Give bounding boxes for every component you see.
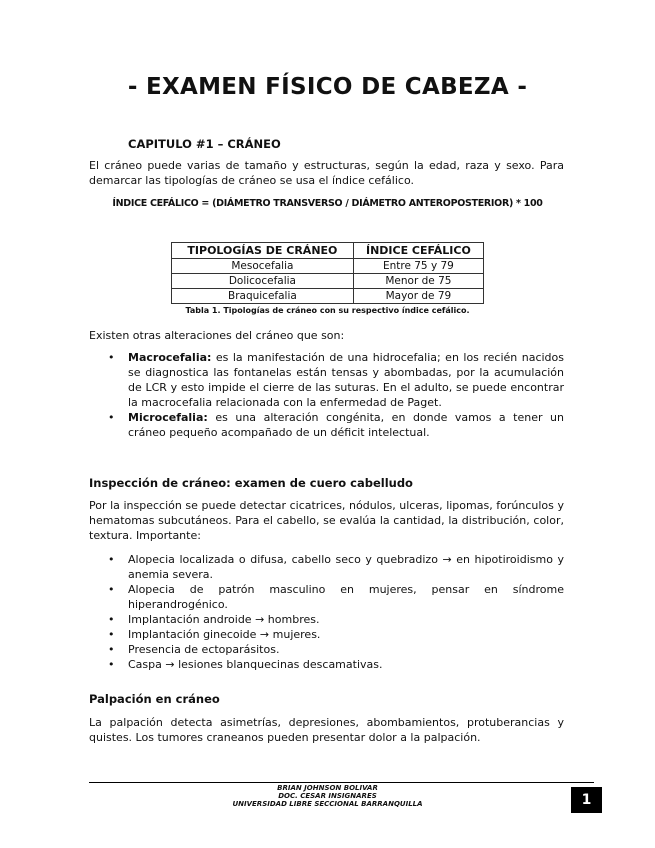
- table-row: [172, 274, 484, 289]
- list-item: [108, 642, 564, 657]
- table-cell: Mesocefalia: [172, 259, 354, 274]
- inspection-list: [108, 552, 564, 672]
- table-cell: Menor de 75: [353, 274, 483, 289]
- alterations-list: [108, 350, 564, 440]
- list-item-text: Caspa → lesiones blanquecinas descamativas.: [128, 658, 383, 671]
- list-item: [108, 410, 564, 440]
- page-title: - EXAMEN FÍSICO DE CABEZA -: [127, 74, 528, 100]
- list-item: [108, 552, 564, 582]
- list-item-text: Alopecia localizada o difusa, cabello seco y quebradizo → en hipotiroidismo y anemia severa.: [128, 553, 564, 581]
- alterations-intro: Existen otras alteraciones del cráneo que son:: [89, 329, 345, 342]
- list-item-text: Alopecia de patrón masculino en mujeres, pensar en síndrome hiperandrogénico.: [128, 583, 564, 611]
- list-item-text: Presencia de ectoparásitos.: [128, 643, 280, 656]
- table-row: [172, 259, 484, 274]
- list-item: [108, 612, 564, 627]
- bullet-icon: •: [108, 351, 115, 364]
- palpation-paragraph: La palpación detecta asimetrías, depresiones, abombamientos, protuberancias y quistes. Los tumores craneanos pueden presentar dolor a la palpación.: [89, 716, 564, 744]
- bullet-icon: •: [108, 583, 115, 596]
- table-header-cell: ÍNDICE CEFÁLICO: [353, 243, 483, 259]
- term-description: es la manifestación de una hidrocefalia; en los recién nacidos se diagnostica las fontanelas están tensas y abombadas, por la acumulación de LCR y esto impide el cierre de las suturas. En el adulto, se puede encontrar la macrocefalia relacionada con la enfermedad de Paget.: [128, 351, 564, 409]
- bullet-icon: •: [108, 628, 115, 641]
- intro-paragraph: El cráneo puede varias de tamaño y estructuras, según la edad, raza y sexo. Para demarcar las tipologías de cráneo se usa el índice cefálico.: [89, 159, 564, 187]
- list-item: [108, 657, 564, 672]
- list-item: [108, 627, 564, 642]
- inspection-heading: Inspección de cráneo: examen de cuero cabelludo: [89, 476, 413, 490]
- bullet-icon: •: [108, 658, 115, 671]
- inspection-paragraph: Por la inspección se puede detectar cicatrices, nódulos, ulceras, lipomas, forúnculos y hematomas subcutáneos. Para el cabello, se evalúa la cantidad, la distribución, color, textura. Importante:: [89, 499, 564, 542]
- term-label: Microcefalia:: [128, 411, 208, 424]
- skull-typology-table: [171, 242, 484, 304]
- table-caption: Tabla 1. Tipologías de cráneo con su respectivo índice cefálico.: [185, 306, 470, 315]
- cephalic-index-formula: ÍNDICE CEFÁLICO = (DIÁMETRO TRANSVERSO / DIÁMETRO ANTEROPOSTERIOR) * 100: [112, 198, 543, 209]
- bullet-icon: •: [108, 553, 115, 566]
- page-number: 1: [571, 787, 602, 813]
- list-item: [108, 582, 564, 612]
- table-row: [172, 289, 484, 304]
- list-item-text: Implantación androide → hombres.: [128, 613, 320, 626]
- table-header-row: [172, 243, 484, 259]
- list-item: [108, 350, 564, 410]
- table-header-cell: TIPOLOGÍAS DE CRÁNEO: [172, 243, 354, 259]
- palpation-heading: Palpación en cráneo: [89, 692, 220, 706]
- table-cell: Entre 75 y 79: [353, 259, 483, 274]
- footer-university: UNIVERSIDAD LIBRE SECCIONAL BARRANQUILLA: [232, 800, 423, 808]
- table-cell: Dolicocefalia: [172, 274, 354, 289]
- term-label: Macrocefalia:: [128, 351, 212, 364]
- table-cell: Mayor de 79: [353, 289, 483, 304]
- bullet-icon: •: [108, 643, 115, 656]
- term-description: es una alteración congénita, en donde vamos a tener un cráneo pequeño acompañado de un déficit intelectual.: [128, 411, 564, 439]
- footer-divider: [89, 782, 594, 783]
- footer-professor: DOC. CESAR INSIGNARES: [278, 792, 377, 800]
- footer-author: BRIAN JOHNSON BOLIVAR: [277, 784, 378, 792]
- bullet-icon: •: [108, 613, 115, 626]
- table-cell: Braquicefalia: [172, 289, 354, 304]
- chapter-heading: CAPITULO #1 – CRÁNEO: [128, 137, 281, 151]
- list-item-text: Implantación ginecoide → mujeres.: [128, 628, 321, 641]
- bullet-icon: •: [108, 411, 115, 424]
